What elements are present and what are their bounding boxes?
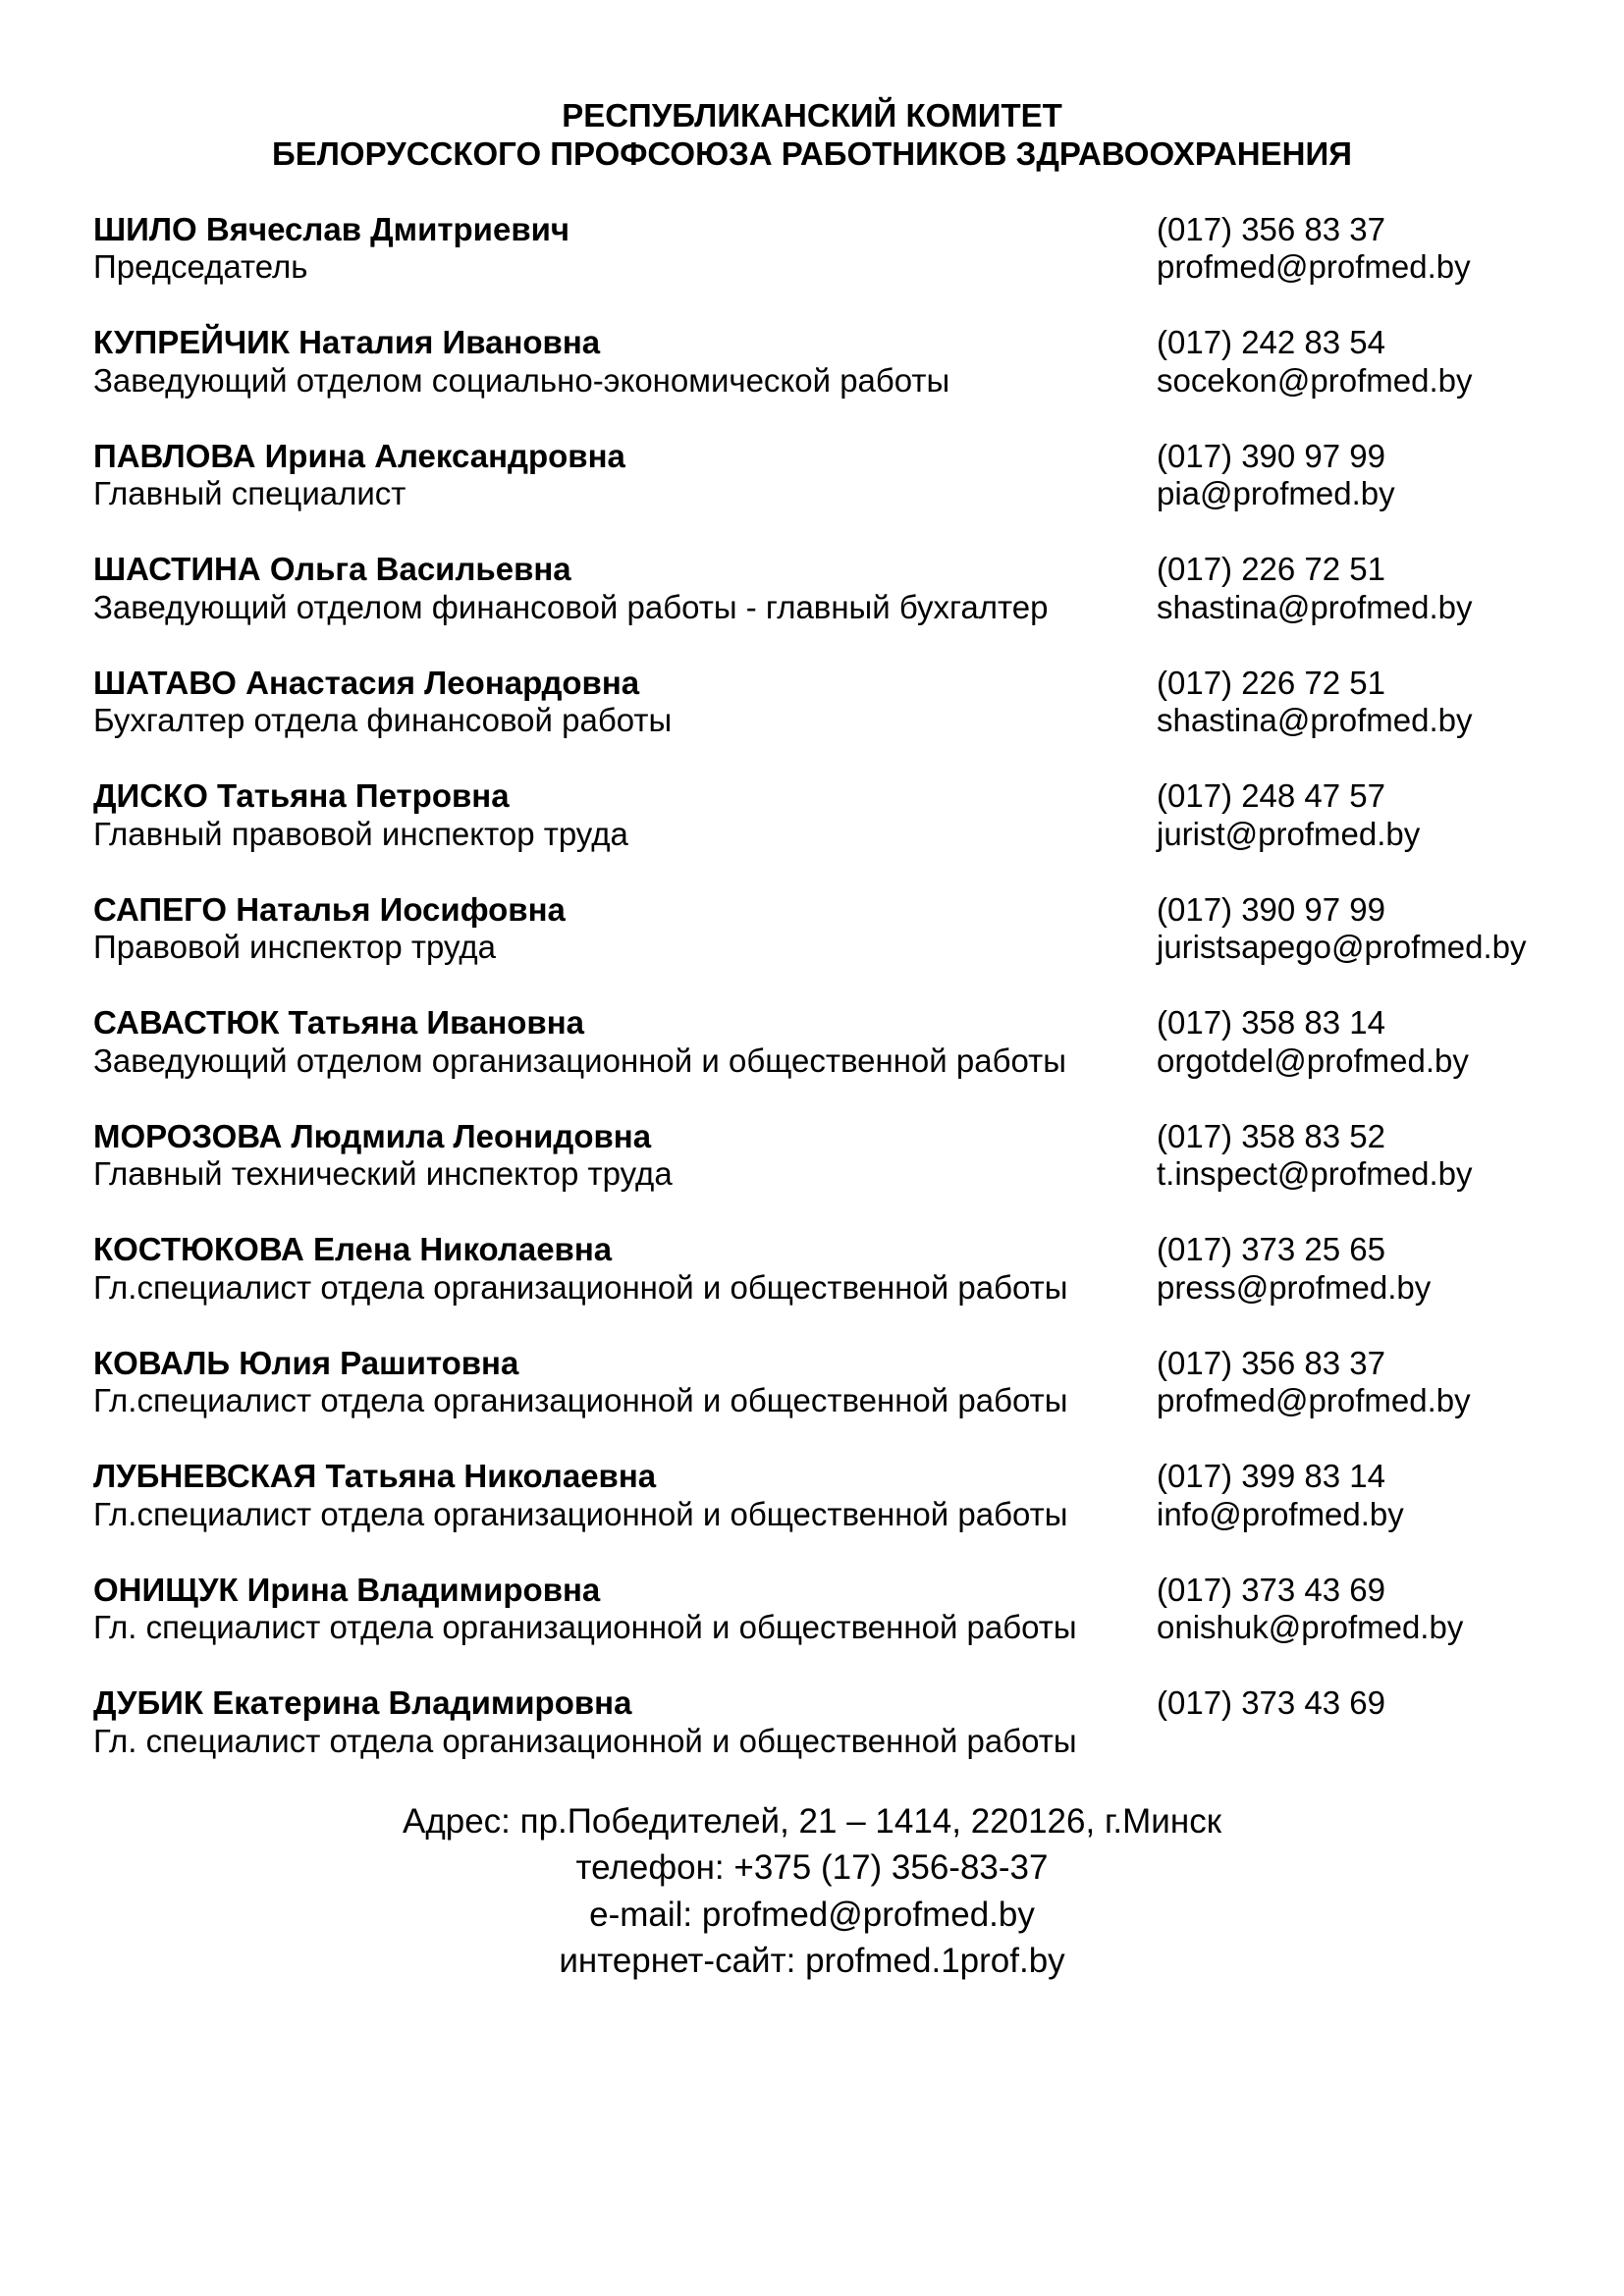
contact-entry bbox=[93, 438, 1531, 513]
contact-entry bbox=[93, 891, 1531, 967]
contact-entry bbox=[93, 1004, 1531, 1080]
contact-position: Главный специалист bbox=[93, 475, 406, 511]
contact-phone: (017) 399 83 14 bbox=[1157, 1458, 1386, 1494]
contact-info bbox=[93, 1684, 1157, 1760]
contact-info bbox=[93, 1458, 1157, 1533]
contact-phone: (017) 226 72 51 bbox=[1157, 664, 1386, 701]
contact-entry bbox=[93, 1118, 1531, 1194]
contact-position: Председатель bbox=[93, 248, 308, 285]
contact-info bbox=[93, 1118, 1157, 1194]
page-title-line-2: БЕЛОРУССКОГО ПРОФСОЮЗА РАБОТНИКОВ ЗДРАВООХРАНЕНИЯ bbox=[272, 134, 1352, 172]
contact-info bbox=[93, 324, 1157, 400]
contact-details bbox=[1157, 665, 1531, 740]
contact-info bbox=[93, 211, 1157, 287]
contact-details bbox=[1157, 1458, 1531, 1533]
contact-details bbox=[1157, 211, 1531, 287]
contact-position: Заведующий отделом социально-экономической работы bbox=[93, 361, 950, 399]
contact-details bbox=[1157, 777, 1531, 853]
contact-entry bbox=[93, 1458, 1531, 1533]
contact-details bbox=[1157, 1345, 1531, 1420]
contact-email: socekon@profmed.by bbox=[1157, 361, 1473, 399]
contact-name: КУПРЕЙЧИК Наталия Ивановна bbox=[93, 324, 601, 360]
contact-details bbox=[1157, 1231, 1531, 1307]
contact-details bbox=[1157, 1572, 1531, 1647]
contact-email: shastina@profmed.by bbox=[1157, 702, 1473, 738]
footer-website: интернет-сайт: profmed.1prof.by bbox=[559, 1942, 1065, 1980]
contact-name: КОВАЛЬ Юлия Рашитовна bbox=[93, 1344, 519, 1381]
contact-info bbox=[93, 777, 1157, 853]
footer-phone: телефон: +375 (17) 356-83-37 bbox=[575, 1848, 1049, 1887]
contact-name: МОРОЗОВА Людмила Леонидовна bbox=[93, 1117, 652, 1154]
contact-phone: (017) 358 83 14 bbox=[1157, 1004, 1386, 1041]
contact-details bbox=[1157, 324, 1531, 400]
contact-phone: (017) 356 83 37 bbox=[1157, 1344, 1386, 1381]
contact-phone: (017) 242 83 54 bbox=[1157, 324, 1386, 360]
contact-name: ПАВЛОВА Ирина Александровна bbox=[93, 437, 625, 474]
contact-info bbox=[93, 1572, 1157, 1647]
contact-position: Гл.специалист отдела организационной и общественной работы bbox=[93, 1268, 1068, 1306]
contact-phone: (017) 373 25 65 bbox=[1157, 1231, 1386, 1267]
contact-name: САВАСТЮК Татьяна Ивановна bbox=[93, 1004, 584, 1041]
contact-phone: (017) 358 83 52 bbox=[1157, 1117, 1386, 1154]
contact-name: КОСТЮКОВА Елена Николаевна bbox=[93, 1231, 613, 1267]
contact-name: ШАТАВО Анастасия Леонардовна bbox=[93, 664, 640, 701]
contact-name: ЛУБНЕВСКАЯ Татьяна Николаевна bbox=[93, 1458, 657, 1494]
contact-phone: (017) 373 43 69 bbox=[1157, 1684, 1386, 1721]
contact-email: profmed@profmed.by bbox=[1157, 248, 1471, 285]
contact-position: Главный правовой инспектор труда bbox=[93, 815, 628, 852]
contact-entry bbox=[93, 1231, 1531, 1307]
contact-entry bbox=[93, 551, 1531, 626]
contact-position: Гл.специалист отдела организационной и общественной работы bbox=[93, 1495, 1068, 1532]
contact-details bbox=[1157, 1684, 1531, 1760]
contacts-list bbox=[93, 211, 1531, 1761]
document-footer bbox=[93, 1798, 1531, 1985]
contact-position: Главный технический инспектор труда bbox=[93, 1155, 673, 1192]
contact-name: ДУБИК Екатерина Владимировна bbox=[93, 1684, 632, 1721]
contact-phone: (017) 226 72 51 bbox=[1157, 551, 1386, 587]
contact-position: Правовой инспектор труда bbox=[93, 929, 496, 965]
contact-name: ОНИЩУК Ирина Владимировна bbox=[93, 1571, 601, 1608]
contact-phone: (017) 390 97 99 bbox=[1157, 437, 1386, 474]
contact-email: pia@profmed.by bbox=[1157, 475, 1395, 511]
contact-position: Заведующий отделом финансовой работы - главный бухгалтер bbox=[93, 588, 1049, 625]
contact-phone: (017) 373 43 69 bbox=[1157, 1571, 1386, 1608]
contact-name: ДИСКО Татьяна Петровна bbox=[93, 777, 510, 814]
contact-info bbox=[93, 438, 1157, 513]
contact-info bbox=[93, 891, 1157, 967]
footer-address: Адрес: пр.Победителей, 21 – 1414, 220126, г.Минск bbox=[402, 1801, 1222, 1841]
contact-info bbox=[93, 1345, 1157, 1420]
contact-email: shastina@profmed.by bbox=[1157, 588, 1473, 625]
contact-details bbox=[1157, 438, 1531, 513]
contact-position: Заведующий отделом организационной и общественной работы bbox=[93, 1041, 1066, 1079]
contact-info bbox=[93, 551, 1157, 626]
contact-entry bbox=[93, 665, 1531, 740]
contact-name: ШАСТИНА Ольга Васильевна bbox=[93, 551, 571, 587]
contact-email: info@profmed.by bbox=[1157, 1495, 1404, 1532]
contact-info bbox=[93, 665, 1157, 740]
contact-phone: (017) 248 47 57 bbox=[1157, 777, 1386, 814]
contact-position: Гл. специалист отдела организационной и общественной работы bbox=[93, 1722, 1077, 1759]
document-title bbox=[93, 97, 1531, 173]
contact-position: Гл. специалист отдела организационной и общественной работы bbox=[93, 1609, 1077, 1645]
contact-entry bbox=[93, 1345, 1531, 1420]
contact-email: juristsapego@profmed.by bbox=[1157, 929, 1527, 965]
contact-details bbox=[1157, 551, 1531, 626]
footer-email: e-mail: profmed@profmed.by bbox=[589, 1895, 1035, 1934]
contact-name: ШИЛО Вячеслав Дмитриевич bbox=[93, 210, 570, 247]
contact-position: Гл.специалист отдела организационной и общественной работы bbox=[93, 1382, 1068, 1418]
contact-email: profmed@profmed.by bbox=[1157, 1382, 1471, 1418]
contact-phone: (017) 356 83 37 bbox=[1157, 210, 1386, 247]
contact-position: Бухгалтер отдела финансовой работы bbox=[93, 702, 673, 738]
contact-entry bbox=[93, 324, 1531, 400]
contact-info bbox=[93, 1231, 1157, 1307]
contact-entry bbox=[93, 1572, 1531, 1647]
contact-entry bbox=[93, 777, 1531, 853]
contact-entry bbox=[93, 211, 1531, 287]
contact-email: orgotdel@profmed.by bbox=[1157, 1041, 1469, 1079]
contact-email: t.inspect@profmed.by bbox=[1157, 1155, 1473, 1192]
contact-details bbox=[1157, 1118, 1531, 1194]
page-title-line-1: РЕСПУБЛИКАНСКИЙ КОМИТЕТ bbox=[562, 97, 1062, 133]
contact-entry bbox=[93, 1684, 1531, 1760]
contact-email: press@profmed.by bbox=[1157, 1268, 1432, 1306]
contact-email: jurist@profmed.by bbox=[1157, 815, 1421, 852]
contact-info bbox=[93, 1004, 1157, 1080]
contact-details bbox=[1157, 1004, 1531, 1080]
contact-details bbox=[1157, 891, 1531, 967]
contact-name: САПЕГО Наталья Иосифовна bbox=[93, 890, 566, 928]
contact-email: onishuk@profmed.by bbox=[1157, 1609, 1464, 1645]
contact-phone: (017) 390 97 99 bbox=[1157, 890, 1386, 928]
